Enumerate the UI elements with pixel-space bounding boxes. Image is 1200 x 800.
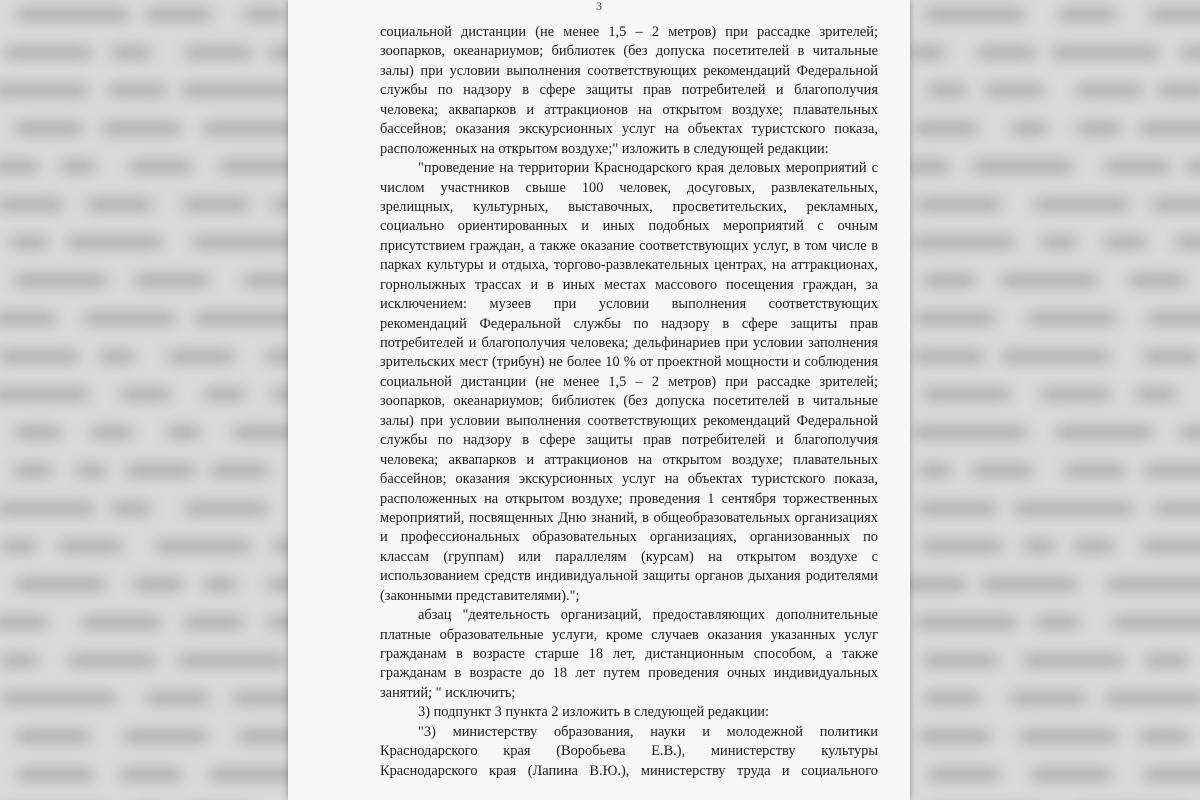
text-line: расположенных на открытом воздухе;" изложить в следующей редакции:	[380, 140, 829, 157]
text-line: использованием средств индивидуальной защиты органов дыхания родителями	[380, 568, 878, 585]
page-number: 3	[596, 0, 602, 13]
text-line: и профессиональных образовательных организациях, организованных по	[380, 529, 878, 546]
text-line: занятий; " исключить;	[380, 684, 516, 701]
text-line: (законными представителями).";	[380, 587, 580, 604]
text-line: абзац "деятельность организаций, предоставляющих дополнительные	[418, 607, 878, 624]
text-line: службы по надзору в сфере защиты прав потребителей и благополучия	[380, 82, 878, 99]
text-line: гражданам в возрасте старше 18 лет, дистанционным способом, а также	[380, 646, 878, 662]
document-page	[288, 0, 910, 800]
text-line: залы) при условии выполнения соответствующих рекомендаций Федеральной	[380, 412, 878, 429]
text-line: горнолыжных трассах и в иных местах массового посещения граждан, за	[380, 276, 878, 293]
text-line: "3) министерству образования, науки и молодежной политики	[418, 723, 878, 740]
text-line: парках культуры и отдыха, торгово-развлекательных центрах, на аттракционах,	[380, 257, 878, 274]
text-line: числом участников свыше 100 человек, досуговых, развлекательных,	[380, 179, 878, 196]
text-line: мероприятий, посвященных Дню знаний, в общеобразовательных организациях	[380, 509, 878, 526]
text-line: социальной дистанции (не менее 1,5 – 2 метров) при рассадке зрителей;	[380, 24, 878, 40]
blurred-left-background	[0, 0, 288, 800]
text-line: рекомендаций Федеральной службы по надзору в сфере защиты прав	[380, 315, 878, 332]
blurred-right-background	[910, 0, 1200, 800]
text-line: присутствием граждан, а также оказание соответствующих услуг, в том числе в	[380, 237, 878, 254]
text-line: залы) при условии выполнения соответствующих рекомендаций Федеральной	[380, 62, 878, 79]
text-line: потребителей и благополучия человека; дельфинариев при условии заполнения	[380, 335, 878, 351]
text-line: 3) подпункт 3 пункта 2 изложить в следующей редакции:	[418, 704, 769, 721]
text-line: гражданам в возрасте до 18 лет путем проведения очных индивидуальных	[380, 665, 878, 682]
text-line: бассейнов; оказания экскурсионных услуг на объектах туристского показа,	[380, 121, 878, 138]
text-line: человека; аквапарков и аттракционов на открытом воздухе; плавательных	[380, 451, 878, 468]
text-line: службы по надзору в сфере защиты прав потребителей и благополучия	[380, 432, 878, 449]
text-line: исключением: музеев при условии выполнения соответствующих	[380, 296, 878, 313]
text-line: бассейнов; оказания экскурсионных услуг на объектах туристского показа,	[380, 471, 878, 488]
text-line: зоопарков, океанариумов; библиотек (без допуска посетителей в читальные	[380, 393, 878, 410]
text-line: социально ориентированных и иных подобных мероприятий с очным	[380, 218, 878, 235]
text-line: человека; аквапарков и аттракционов на открытом воздухе; плавательных	[380, 101, 878, 118]
text-line: зоопарков, океанариумов; библиотек (без допуска посетителей в читальные	[380, 43, 878, 60]
text-line: Краснодарского края (Воробьева Е.В.), министерству культуры	[380, 743, 878, 760]
document-body	[380, 23, 878, 781]
text-line: зрительских мест (трибун) не более 10 % от проектной мощности и соблюдения	[380, 354, 878, 371]
text-line: Краснодарского края (Лапина В.Ю.), министерству труда и социального	[380, 762, 878, 779]
text-line: социальной дистанции (не менее 1,5 – 2 метров) при рассадке зрителей;	[380, 373, 878, 390]
text-line: зрелищных, культурных, выставочных, просветительских, рекламных,	[380, 198, 878, 215]
text-line: расположенных на открытом воздухе; проведения 1 сентября торжественных	[380, 490, 878, 507]
text-line: классам (группам) или параллелям (курсам) на открытом воздухе с	[380, 548, 878, 565]
text-line: платные образовательные услуги, кроме случаев оказания указанных услуг	[380, 626, 878, 643]
text-line: "проведение на территории Краснодарского края деловых мероприятий с	[418, 160, 878, 177]
